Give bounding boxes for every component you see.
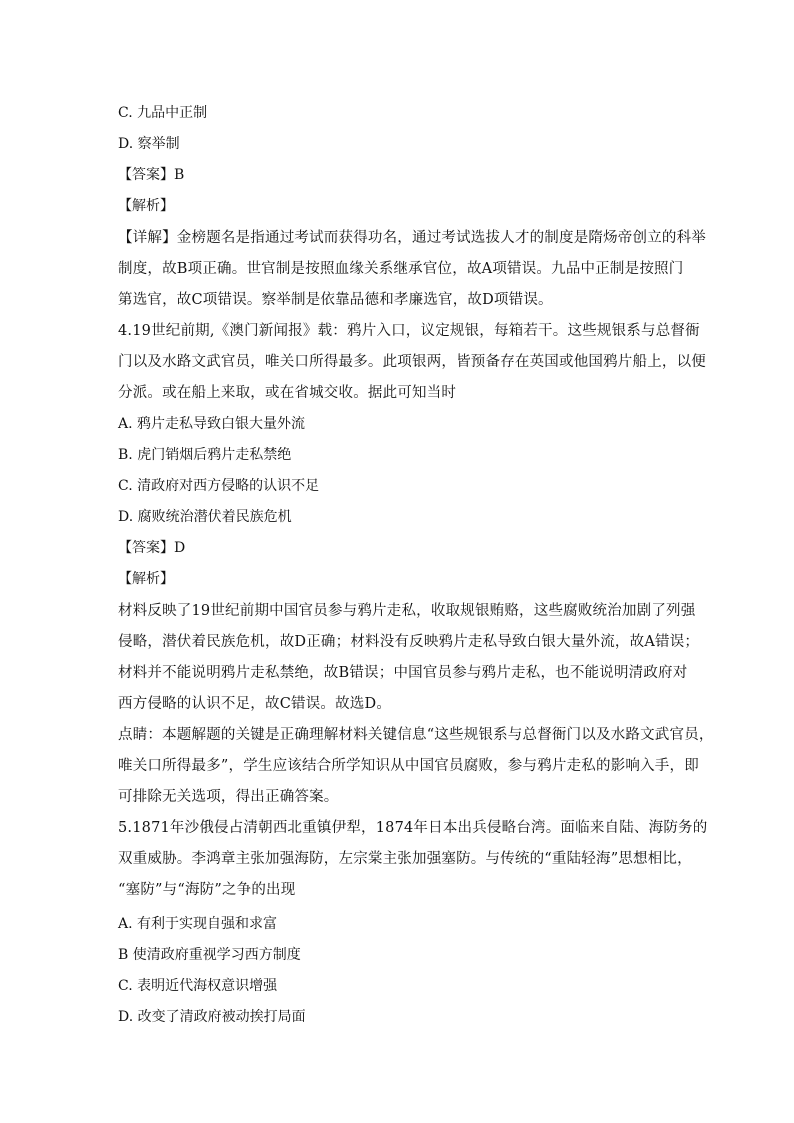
q4-analysis-line: 材料反映了19世纪前期中国官员参与鸦片走私，收取规银贿赂，这些腐败统治加剧了列强 [118,603,696,619]
q5-option-c: C. 表明近代海权意识增强 [118,978,278,994]
q4-tip [118,720,714,813]
q5-option-a: A. 有利于实现自强和求富 [118,916,278,932]
q3-analysis-line: 【详解】金榜题名是指通过考试而获得功名，通过考试选拔人才的制度是隋炀帝创立的科举 [118,230,706,246]
q3-analysis [118,223,706,316]
q4-answer: 【答案】D [118,540,186,556]
q3-option-d: D. 察举制 [118,136,180,152]
q4-analysis-line: 材料并不能说明鸦片走私禁绝，故B错误；中国官员参与鸦片走私，也不能说明清政府对 [118,665,688,681]
q4-stem-line: 分派。或在船上来取，或在省城交收。据此可知当时 [118,385,457,401]
q4-tip-line: 唯关口所得最多”，学生应该结合所学知识从中国官员腐败，参与鸦片走私的影响入手，即 [118,758,699,774]
q5-stem-line: 5.1871年沙俄侵占清朝西北重镇伊犁，1874年日本出兵侵略台湾。面临来自陆、海防务的 [118,820,708,836]
q4-tip-line: 可排除无关选项，得出正确答案。 [118,789,339,805]
q4-stem [118,316,706,409]
q4-tip-line: 点睛：本题解题的关键是正确理解材料关键信息“这些规银系与总督衙门以及水路文武官员， [118,727,714,743]
q3-analysis-line: 制度，故B项正确。世官制是按照血缘关系继承官位，故A项错误。九品中正制是按照门 [118,261,684,277]
q4-option-d: D. 腐败统治潜伏着民族危机 [118,509,292,525]
q4-stem-line: 门以及水路文武官员，唯关口所得最多。此项银两，皆预备存在英国或他国鸦片船上，以便 [118,354,706,370]
q4-option-b: B. 虎门销烟后鸦片走私禁绝 [118,447,292,463]
q5-stem-line: 双重威胁。李鸿章主张加强海防，左宗棠主张加强塞防。与传统的“重陆轻海”思想相比， [118,851,692,867]
q4-option-a: A. 鸦片走私导致白银大量外流 [118,416,306,432]
q3-analysis-label: 【解析】 [118,198,174,214]
q5-stem [118,813,708,906]
q3-option-c: C. 九品中正制 [118,105,208,121]
q5-option-d: D. 改变了清政府被动挨打局面 [118,1009,306,1025]
q4-analysis-line: 侵略，潜伏着民族危机，故D正确；材料没有反映鸦片走私导致白银大量外流，故A错误； [118,634,700,650]
q4-analysis [118,596,700,720]
q5-option-b: B 使清政府重视学习西方制度 [118,947,301,963]
q4-option-c: C. 清政府对西方侵略的认识不足 [118,478,320,494]
q5-stem-line: “塞防”与“海防”之争的出现 [118,882,296,898]
q3-analysis-line: 第选官，故C项错误。察举制是依靠品德和孝廉选官，故D项错误。 [118,292,553,308]
q4-analysis-line: 西方侵略的认识不足，故C错误。故选D。 [118,696,392,712]
q4-analysis-label: 【解析】 [118,571,174,587]
q3-answer: 【答案】B [118,167,185,183]
q4-stem-line: 4.19世纪前期,《澳门新闻报》载：鸦片入口，议定规银，每箱若干。这些规银系与总督衙 [118,323,700,339]
